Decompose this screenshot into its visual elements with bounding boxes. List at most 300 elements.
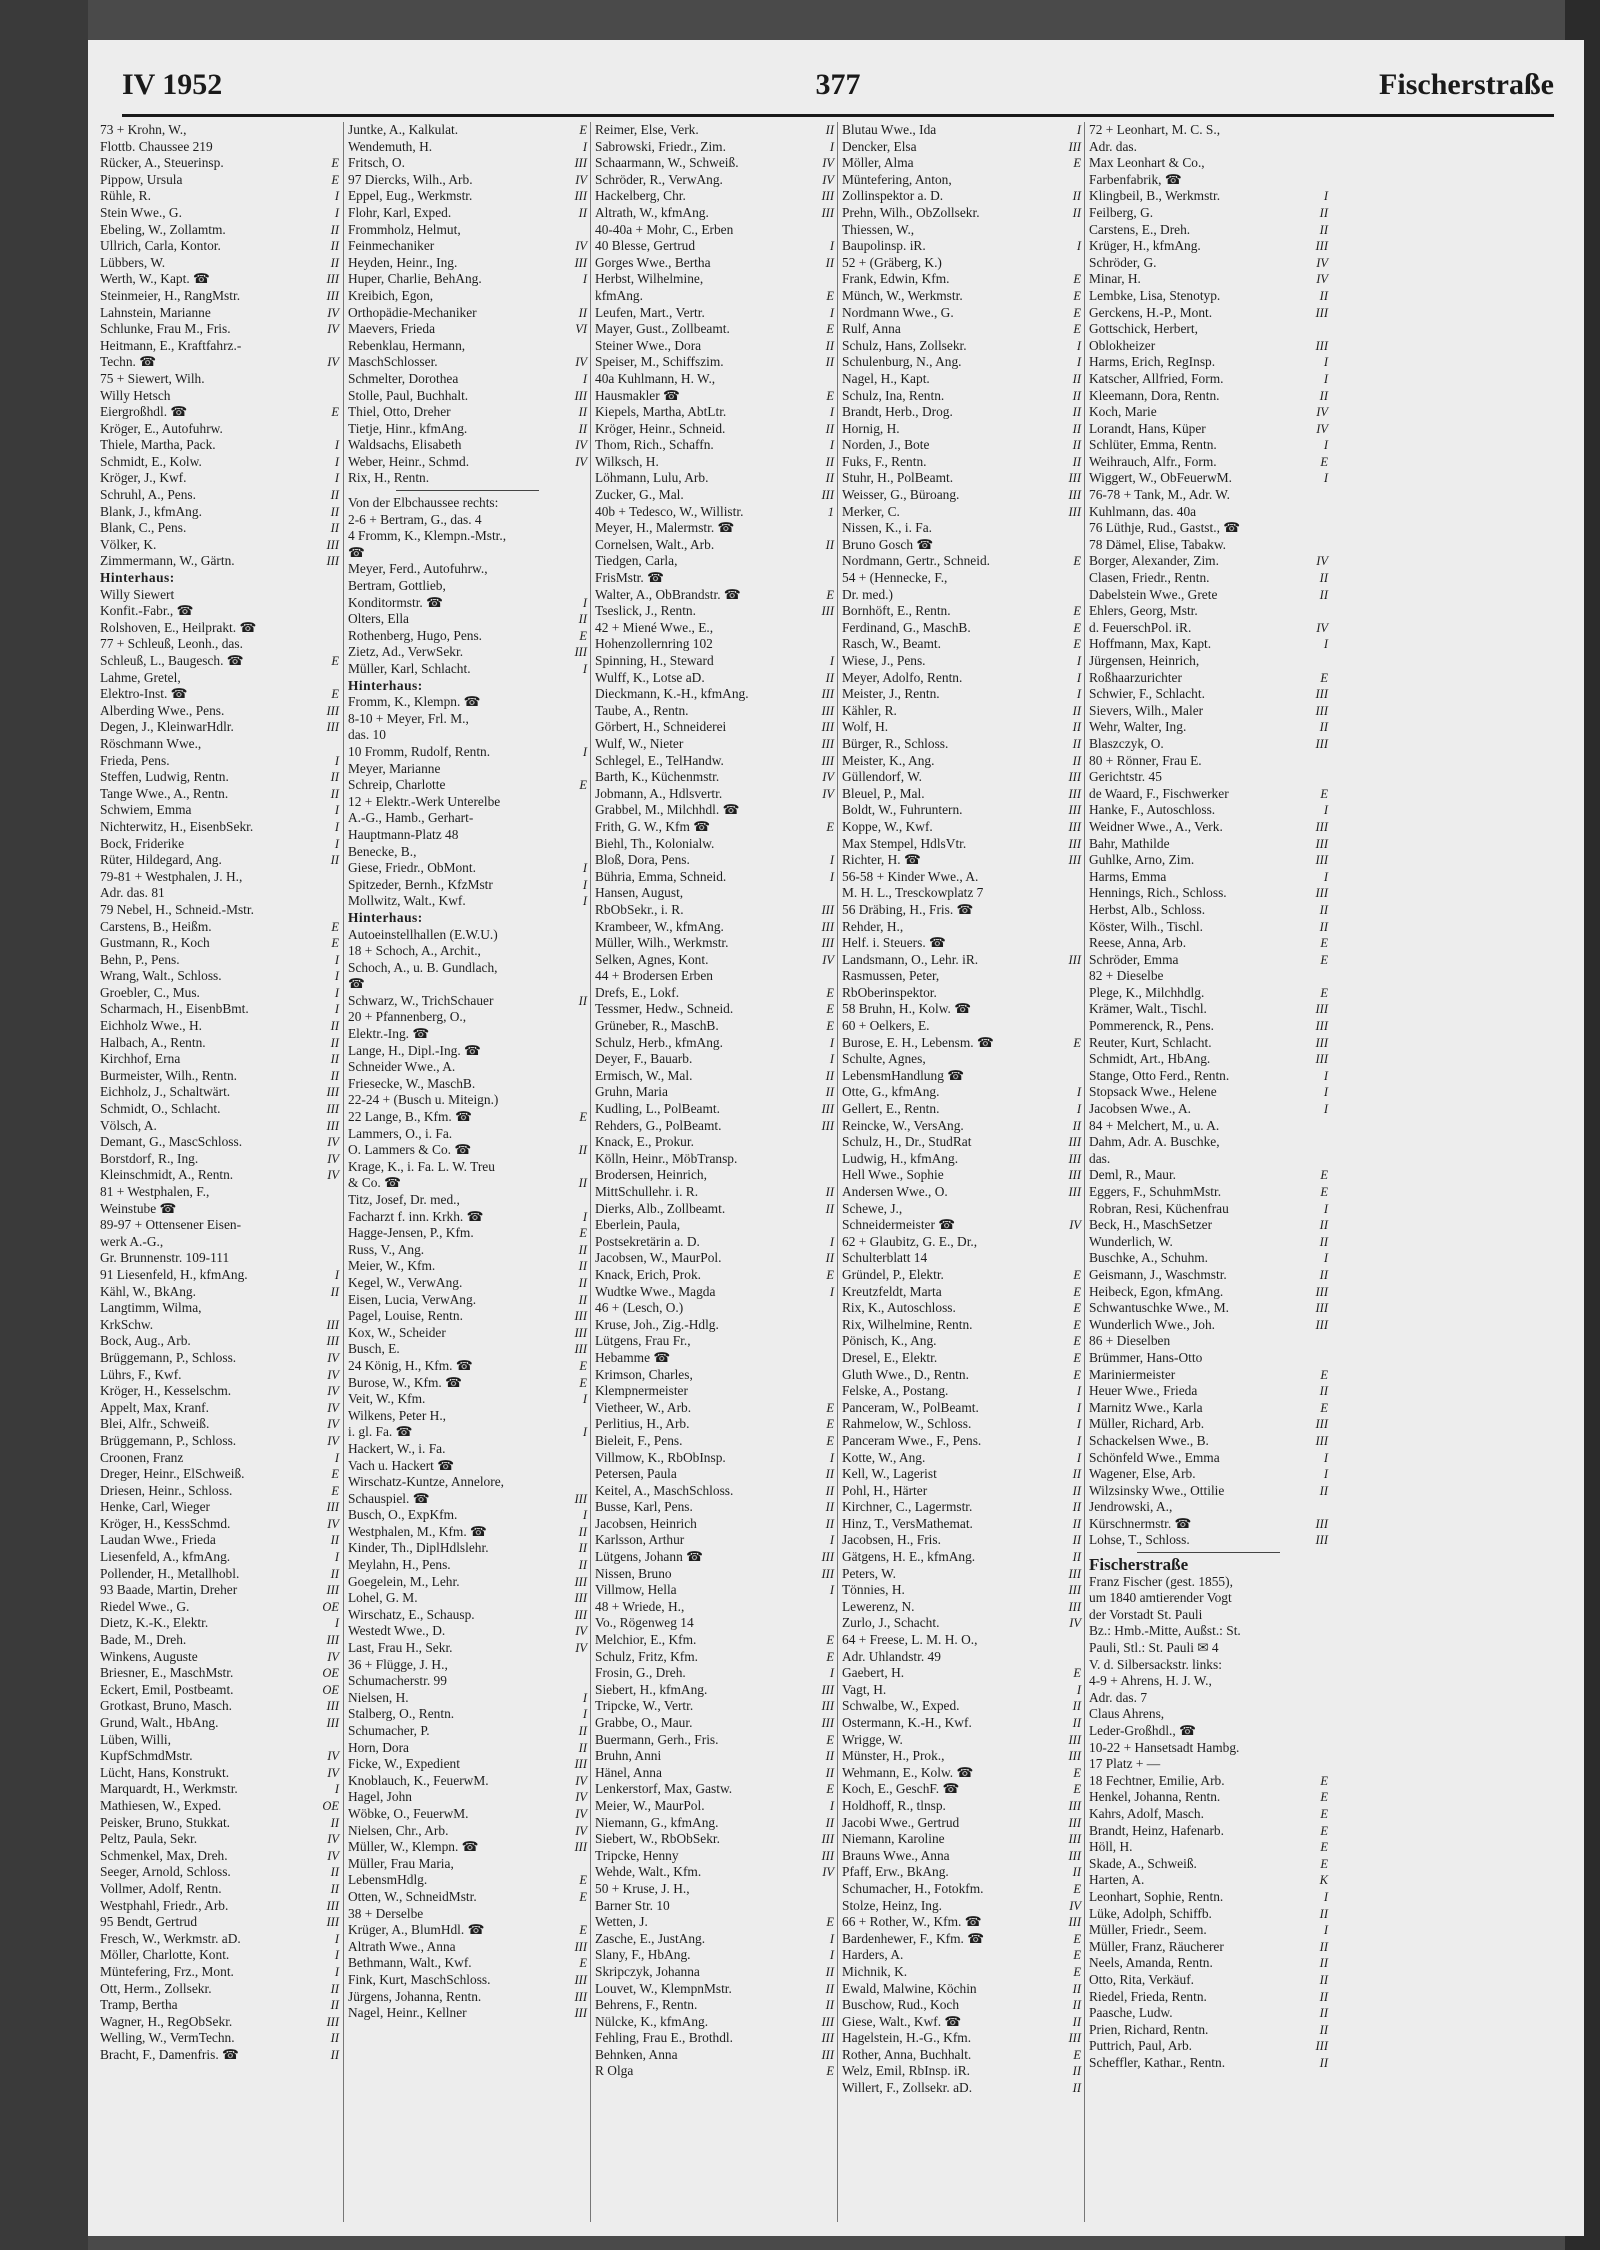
floor-code: I [334,836,339,851]
directory-entry [344,512,591,529]
floor-code: III [821,604,834,619]
floor-code: E [1320,936,1328,951]
directory-entry [96,1317,343,1334]
directory-entry [1085,1740,1332,1757]
entry-text: Brümmer, Hans-Otto [1089,1349,1203,1365]
directory-entry [344,388,591,405]
entry-text: Helf. i. Steuers. ☎ [842,935,946,951]
floor-code: II [1072,1998,1081,2013]
entry-text: Tönnies, H. [842,1582,905,1598]
directory-entry [1085,1989,1332,2006]
entry-text: Leufen, Mart., Vertr. [595,304,705,320]
directory-entry [591,255,838,272]
floor-code: I [334,985,339,1000]
directory-entry [1085,1184,1332,1201]
floor-code: I [334,438,339,453]
directory-entry [344,595,591,612]
entry-text: Mollwitz, Walt., Kwf. [348,893,466,909]
entry-text: Schulte, Agnes, [842,1051,926,1067]
floor-code: E [826,587,834,602]
floor-code: III [1068,836,1081,851]
entry-text: Nülcke, K., kfmAng. [595,2013,709,2029]
entry-text: Stolle, Paul, Buchhalt. [348,387,469,403]
entry-text: Winkens, Auguste [100,1648,198,1664]
floor-code: II [578,405,587,420]
section-rule [344,487,591,495]
entry-text: Eichholz, J., Schaltwärt. [100,1084,231,1100]
entry-text: Appelt, Max, Kranf. [100,1399,209,1415]
entry-text: Schaarmann, W., Schweiß. [595,155,739,171]
entry-text: Hagelstein, H.-G., Kfm. [842,2030,972,2046]
floor-code: II [330,1566,339,1581]
directory-entry [591,952,838,969]
directory-entry [96,836,343,853]
floor-code: I [829,654,834,668]
floor-code: III [821,488,834,503]
directory-entry [838,736,1085,753]
floor-code: III [1068,1848,1081,1863]
entry-text: Wiese, J., Pens. [842,653,926,668]
entry-text: Max Leonhart & Co., [1089,155,1205,171]
entry-text: d. FeuerschPol. iR. [1089,619,1192,635]
entry-text: Löhmann, Lulu, Arb. [595,470,709,486]
floor-code: II [578,1740,587,1755]
directory-entry [1085,172,1332,189]
floor-code: III [1315,1052,1328,1067]
directory-entry [591,421,838,438]
floor-code: E [1073,1367,1081,1382]
directory-entry [96,1483,343,1500]
floor-code: III [1315,886,1328,901]
entry-text: 66 + Rother, W., Kfm. ☎ [842,1914,982,1930]
directory-entry [591,1566,838,1583]
directory-entry [1085,288,1332,305]
floor-code: IV [575,1823,587,1838]
directory-entry [591,1035,838,1052]
entry-text: Schulterblatt 14 [842,1250,928,1266]
entry-text: Nagel, H., Kapt. [842,370,930,386]
directory-entry [591,869,838,886]
entry-text: 42 + Miené Wwe., E., [595,619,714,635]
entry-text: Möller, Charlotte, Kont. [100,1947,230,1963]
directory-entry [96,1499,343,1516]
directory-entry [591,836,838,853]
entry-text: Kinder, Th., DiplHdlslehr. [348,1540,489,1556]
entry-text: Degen, J., KleinwarHdlr. [100,719,234,735]
directory-entry [1085,1483,1332,1500]
floor-code: II [578,1541,587,1556]
floor-code: III [1068,1566,1081,1581]
entry-text: Vo., Rögenweg 14 [595,1615,694,1631]
floor-code: E [1073,1317,1081,1332]
entry-text: Max Stempel, HdlsVtr. [842,835,967,851]
floor-code: II [1319,222,1328,237]
entry-text: Schmidt, Art., HbAng. [1089,1051,1211,1067]
entry-text: Weber, Heinr., Schmd. [348,453,470,469]
directory-entry [344,321,591,338]
entry-text: Kegel, W., VerwAng. [348,1274,463,1290]
directory-entry [96,537,343,554]
entry-text: Gottschick, Herbert, [1089,321,1198,337]
floor-code: II [330,770,339,785]
entry-text: Bardenhewer, F., Kfm. ☎ [842,1930,984,1946]
entry-text: Tripcke, Henny [595,1847,679,1863]
entry-text: Puttrich, Paul, Arb. [1089,2038,1193,2054]
entry-text: Hornig, H. [842,420,900,436]
directory-entry [96,172,343,189]
entry-text: Güllendorf, W. [842,769,922,785]
directory-entry [344,1391,591,1408]
directory-entry [96,1898,343,1915]
directory-entry [344,188,591,205]
floor-code: III [1068,1832,1081,1847]
entry-text: 12 + Elektr.-Werk Unterelbe [348,793,501,809]
floor-code: III [1315,836,1328,851]
directory-entry [1085,1466,1332,1483]
directory-entry [591,388,838,405]
entry-text: Blei, Alfr., Schweiß. [100,1416,210,1432]
directory-entry [591,1997,838,2014]
entry-text: Adr. das. 81 [100,885,165,901]
directory-entry [344,927,591,944]
floor-code: III [574,2006,587,2021]
entry-text: Welling, W., VermTechn. [100,2030,235,2046]
directory-entry [96,952,343,969]
directory-entry [96,1450,343,1467]
floor-code: II [1319,1483,1328,1498]
directory-entry [591,802,838,819]
floor-code: III [821,936,834,951]
floor-code: II [1072,1716,1081,1730]
directory-entry [591,338,838,355]
entry-text: Panceram Wwe., F., Pens. [842,1432,982,1448]
directory-entry [344,611,591,628]
directory-entry [838,1118,1085,1135]
directory-entry [96,1300,343,1317]
entry-text: Wetten, J. [595,1914,648,1930]
floor-code: III [821,1566,834,1581]
entry-text: Lange, H., Dipl.-Ing. ☎ [348,1042,481,1058]
entry-text: Drefs, E., Lokf. [595,984,680,1000]
floor-code: E [331,654,339,668]
directory-entry [344,761,591,778]
entry-text: Elektr.-Ing. ☎ [348,1026,430,1042]
directory-entry [1085,1690,1332,1707]
floor-code: E [1073,272,1081,287]
entry-text: Wilzsinsky Wwe., Ottilie [1089,1482,1225,1498]
directory-entry [591,188,838,205]
floor-code: E [579,1873,587,1888]
entry-text: Steinmeier, H., RangMstr. [100,287,241,303]
entry-text: Borstdorf, R., Ing. [100,1150,199,1166]
directory-entry [1085,1134,1332,1151]
directory-entry [96,703,343,720]
entry-text: Claus Ahrens, [1089,1706,1165,1722]
entry-text: Alberding Wwe., Pens. [100,702,225,718]
floor-code: II [330,786,339,801]
floor-code: II [1319,587,1328,602]
floor-code: II [825,1998,834,2013]
directory-entry [1085,885,1332,902]
directory-entry [1085,504,1332,521]
floor-code: I [829,438,834,453]
floor-code: OE [322,1682,339,1697]
directory-entry [96,1250,343,1267]
entry-text: Prehn, Wilh., ObZollsekr. [842,204,980,220]
entry-text: Rix, Wilhelmine, Rentn. [842,1316,973,1332]
entry-text: Bethmann, Walt., Kwf. [348,1955,472,1971]
directory-entry [1085,1906,1332,1923]
directory-entry [344,1524,591,1541]
floor-code: E [579,123,587,137]
floor-code: IV [575,1806,587,1821]
entry-text: Jobmann, A., Hdlsvertr. [595,785,723,801]
floor-code: I [1076,1433,1081,1448]
floor-code: I [334,1782,339,1797]
entry-text: Schumacherstr. 99 [348,1673,447,1689]
directory-entry [96,1516,343,1533]
floor-code: I [1076,1085,1081,1100]
floor-code: II [825,1068,834,1083]
floor-code: IV [575,1790,587,1805]
floor-code: I [829,239,834,254]
entry-text: Carstens, E., Dreh. [1089,221,1191,237]
directory-entry [96,155,343,172]
directory-entry [838,470,1085,487]
directory-entry [344,1126,591,1143]
entry-text: Rulf, Anna [842,321,901,337]
floor-code: III [574,1840,587,1855]
directory-entry [838,288,1085,305]
directory-entry [344,827,591,844]
floor-code: III [1068,1168,1081,1183]
floor-code: IV [575,172,587,187]
floor-code: II [330,1035,339,1050]
directory-entry [838,769,1085,786]
directory-entry [344,1557,591,1574]
floor-code: I [582,595,587,610]
directory-entry [591,1532,838,1549]
column-5 [1084,122,1332,2222]
entry-text: Meier, W., MaurPol. [595,1797,705,1813]
entry-text: Wehr, Walter, Ing. [1089,719,1187,735]
entry-text: M. H. L., Tresckowplatz 7 [842,885,984,901]
directory-entry [1085,1607,1332,1624]
directory-entry [96,1665,343,1682]
directory-entry [838,1715,1085,1732]
floor-code: I [1323,1068,1328,1083]
floor-code: II [825,1516,834,1531]
floor-code: II [330,1815,339,1830]
directory-entry [838,1101,1085,1118]
entry-text: Scheffler, Kathar., Rentn. [1089,2054,1226,2070]
directory-entry [96,487,343,504]
directory-entry [1085,836,1332,853]
page-header [122,68,1554,112]
floor-code: III [1068,471,1081,486]
directory-entry [591,935,838,952]
directory-entry [591,2047,838,2064]
entry-text: 77 + Schleuß, Leonh., das. [100,636,243,652]
entry-text: Burose, W., Kfm. ☎ [348,1374,462,1390]
entry-text: Hell Wwe., Sophie [842,1167,944,1183]
directory-entry [96,404,343,421]
directory-entry [591,1051,838,1068]
entry-text: werk A.-G., [100,1233,164,1249]
directory-entry [96,421,343,438]
entry-text: Lohel, G. M. [348,1590,418,1606]
entry-text: Leonhart, Sophie, Rentn. [1089,1888,1224,1904]
floor-code: I [334,1550,339,1565]
entry-text: um 1840 amtierender Vogt [1089,1590,1232,1606]
directory-entry [344,744,591,761]
entry-text: Bühria, Emma, Schneid. [595,868,727,884]
floor-code: E [1320,1367,1328,1382]
directory-entry [96,1101,343,1118]
directory-entry [344,1723,591,1740]
entry-text: 48 + Wriede, H., [595,1598,685,1614]
directory-entry [591,1632,838,1649]
entry-text: Adr. das. [1089,138,1137,154]
entry-text: Müller, Richard, Arb. [1089,1416,1205,1432]
directory-entry [96,587,343,604]
floor-code: IV [575,239,587,254]
directory-entry [1085,1167,1332,1184]
entry-text: Eppel, Eug., Werkmstr. [348,188,473,204]
directory-entry [344,238,591,255]
entry-text: 10 Fromm, Rudolf, Rentn. [348,743,491,759]
directory-entry [838,487,1085,504]
floor-code: IV [327,305,339,320]
floor-code: I [1076,355,1081,370]
entry-text: 44 + Brodersen Erben [595,968,713,984]
entry-text: Müller, Wilh., Werkmstr. [595,935,729,951]
entry-text: Horn, Dora [348,1739,409,1755]
entry-text: 40-40a + Mohr, C., Erben [595,221,734,237]
entry-text: Kähl, W., BkAng. [100,1283,196,1299]
entry-text: Pönisch, K., Ang. [842,1333,937,1349]
directory-entry [1085,670,1332,687]
entry-text: Otten, W., SchneidMstr. [348,1888,477,1904]
directory-entry [96,454,343,471]
entry-text: Reese, Anna, Arb. [1089,935,1187,951]
floor-code: IV [327,1516,339,1531]
floor-code: III [1315,1417,1328,1432]
entry-text: Kudling, L., PolBeamt. [595,1101,720,1117]
entry-text: Dierks, Alb., Zollbeamt. [595,1200,726,1216]
floor-code: III [821,2014,834,2029]
floor-code: E [1073,156,1081,171]
floor-code: II [1072,1483,1081,1498]
entry-text: Barner Str. 10 [595,1897,670,1913]
floor-code: I [829,1931,834,1946]
entry-text: Schröder, Emma [1089,951,1179,967]
directory-entry [1085,404,1332,421]
floor-code: II [1072,720,1081,735]
floor-code: E [826,1915,834,1930]
directory-entry [591,437,838,454]
entry-text: Schneidermeister ☎ [842,1217,955,1233]
floor-code: E [1073,1334,1081,1349]
entry-text: Huper, Charlie, BehAng. [348,271,482,287]
entry-text: Hagel, John [348,1789,412,1805]
entry-text: Demant, G., MascSchloss. [100,1134,243,1150]
directory-entry [1085,487,1332,504]
entry-text: Villmow, K., RbObInsp. [595,1449,726,1465]
floor-code: I [334,1964,339,1979]
directory-entry [1085,1590,1332,1607]
floor-code: II [1319,388,1328,403]
subheading [344,910,591,927]
floor-code: III [1315,819,1328,834]
directory-entry [591,1450,838,1467]
entry-text: Klingbeil, B., Werkmstr. [1089,188,1221,204]
entry-text: Nagel, Heinr., Kellner [348,2005,467,2021]
directory-entry [591,504,838,521]
entry-text: 86 + Dieselben [1089,1333,1171,1349]
entry-text: Rehders, G., PolBeamt. [595,1117,722,1133]
floor-code: I [1076,338,1081,353]
floor-code: I [334,1450,339,1465]
entry-text: Wulff, K., Lotse aD. [595,669,705,685]
directory-entry [838,1781,1085,1798]
directory-entry [591,902,838,919]
floor-code: E [331,172,339,187]
floor-code: E [331,919,339,934]
entry-text: Prien, Richard, Rentn. [1089,2021,1209,2037]
entry-text: Harders, A. [842,1947,904,1963]
entry-text: Lüke, Adolph, Schiffb. [1089,1905,1212,1921]
directory-entry [344,1258,591,1275]
directory-entry [344,1657,591,1674]
floor-code: II [330,488,339,503]
directory-entry [344,976,591,993]
entry-text: 4 Fromm, K., Klempn.-Mstr., [348,528,507,544]
entry-text: Speiser, M., Schiffszim. [595,354,724,370]
directory-entry [96,620,343,637]
directory-entry [838,1566,1085,1583]
directory-entry [96,321,343,338]
directory-entry [838,205,1085,222]
directory-entry [838,1981,1085,1998]
directory-entry [96,354,343,371]
floor-code: II [1319,1939,1328,1954]
floor-code: III [1315,1317,1328,1332]
directory-entry [838,553,1085,570]
entry-text: 79 Nebel, H., Schneid.-Mstr. [100,901,254,917]
entry-text: de Waard, F., Fischwerker [1089,785,1229,801]
floor-code: II [1072,371,1081,386]
entry-text: Lewerenz, N. [842,1598,915,1614]
directory-entry [96,869,343,886]
entry-text: Mariniermeister [1089,1366,1176,1382]
floor-code: III [821,1716,834,1730]
entry-text: Nielsen, Chr., Arb. [348,1822,449,1838]
floor-code: IV [327,1168,339,1183]
floor-code: III [326,537,339,552]
directory-entry [344,1856,591,1873]
entry-text: Bruhn, Anni [595,1748,662,1764]
floor-code: OE [322,1798,339,1813]
directory-entry [344,1474,591,1491]
floor-code: III [1315,1002,1328,1017]
floor-code: II [825,355,834,370]
floor-code: E [826,1400,834,1415]
floor-code: 1 [827,504,834,519]
floor-code: III [1315,338,1328,353]
directory-entry [344,1574,591,1591]
directory-entry [591,1947,838,1964]
